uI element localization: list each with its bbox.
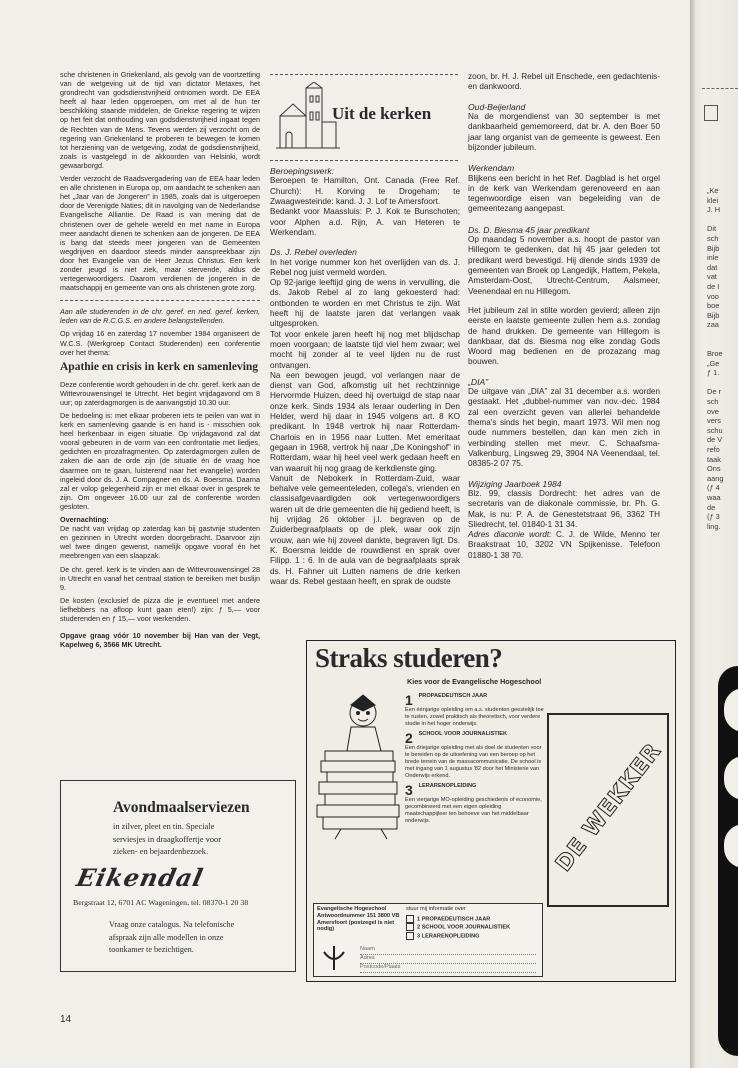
rebel-paragraph: In het vorige nummer kon het overlijden van ds. J. Rebel nog juist vermeld worden. bbox=[270, 257, 460, 277]
field-label: Adres bbox=[360, 955, 375, 961]
eea-youth-paragraph: Verder verzocht de Raadsvergadering van de EEA haar leden en alle christenen in Europa op, om aandacht te schenken aan het „Jaar van de Jongeren” in 1985, zoals dat is uitgeroepen door de Verenigde Naties; dit in navolging van de Nederlandse Evangelische Alliantie. De Raad is van mening dat de christenen over de gehele wereld en met name in Europa meer aandacht dienen te schenken aan de jongeren. De EEA is bang dat steeds meer jongeren van de Gemeenten wegdrijven en daardoor steeds minder aanspreekbaar zijn door het Evangelie van de Heer Jezus Christus. Een kerk zonder jeugd is niet ziek, maar stervende, aldus de vertegenwoordigers. Daarom verdienen de jongeren in de maatschappij en gemeente van ons als christenen grote zorg. bbox=[60, 174, 260, 293]
masthead bbox=[270, 78, 458, 160]
jaarboek-heading: Wijziging Jaarboek 1984 bbox=[468, 478, 562, 489]
eea-intro-paragraph: sche christenen in Griekenland, als gevolg van de voortzetting van de wetgeving uit de tijd van dictator Metaxes, het grondrecht van godsdienstvrijheid ontnomen wordt. De EEA heeft al haar leden opgeroepen, om met al de hun ter beschikking staande middelen, de Griekse regering te wijzen op het feit dat onthouding van godsdienstvrijheid ingaat tegen de Rechten van de Mens. Tevens werden zij verzocht om de regering van Griekenland te proberen te bewegen te komen tot herziening van de wetgeving, zodat de godsdienstvrijheid, zoals is vastgelegd in de akkoorden van Helsinki, wordt gewaarborgd. bbox=[60, 70, 260, 170]
programme-number: 2 bbox=[405, 730, 413, 747]
page-number: 14 bbox=[60, 1014, 72, 1025]
option-number: 3 bbox=[417, 933, 421, 940]
conference-heading: Apathie en crisis in kerk en samenleving bbox=[60, 360, 259, 373]
ad-line: in zilver, pleet en tin. Speciale bbox=[113, 822, 215, 831]
programme-text: Een éénjarige opleiding om a.s. studenten geestelijk toe te rusten, zowel praktisch als theoretisch, voor verdere studie in het hoger onderwijs. bbox=[405, 707, 544, 727]
programme-title: SCHOOL VOOR JOURNALISTIEK bbox=[418, 731, 508, 738]
coupon-option[interactable] bbox=[406, 915, 510, 923]
programme-item bbox=[405, 693, 545, 727]
left-column bbox=[60, 70, 260, 653]
postcode-field[interactable] bbox=[360, 964, 536, 973]
next-page-icon bbox=[704, 105, 718, 121]
biesma-heading: Ds. D. Biesma 45 jaar predikant bbox=[468, 224, 590, 235]
coupon-form-title: stuur mij informatie over bbox=[406, 906, 466, 912]
dia-heading: „DIA” bbox=[468, 376, 489, 387]
coupon-fields bbox=[360, 946, 536, 973]
church-icon bbox=[276, 82, 340, 154]
rebel-heading: Ds. J. Rebel overleden bbox=[270, 247, 357, 258]
avondmaal-ad bbox=[60, 780, 296, 972]
coupon-option[interactable] bbox=[406, 923, 510, 931]
wekker-stamp bbox=[547, 713, 669, 907]
wekker-text: DE WEKKER bbox=[551, 738, 667, 877]
programme-text: Een vierjarige MO-opleiding geschiedenis of economie, gecombineerd met een eigen opleiding maatschappijleer ten behoeve van het middelbaar onderwijs. bbox=[405, 797, 542, 824]
masthead-title: Uit de kerken bbox=[332, 104, 432, 123]
ad-address: Bergstraat 12, 6701 AC Wageningen, tel. 08370-1 20 38 bbox=[73, 898, 249, 907]
overnachting-text: De nacht van vrijdag op zaterdag kan bij gastvrije studenten en gezinnen in Utrecht worden doorgebracht. Daarvoor zijn wel twee dingen gewenst, namelijk opgave vooraf én het meebrengen van een slaapzak. bbox=[60, 524, 260, 561]
next-page-text: „Ke klei J. H Dit sch Bijb inle dat vat de I voo boe Bijb zaa Broe „Ge ƒ 1. De r sch ove vers schu de V refo taak Ons aang (ƒ 4 waa de (ƒ 3 ling. bbox=[707, 186, 724, 531]
coupon-options bbox=[406, 915, 510, 940]
biesma-text: Op maandag 5 november a.s. hoopt de pastor van Hillegom te gedenken, dat hij 45 jaar geleden tot predikant werd bevestigd. Hij diende sinds 1939 de gemeenten van Broek op Langedijk, Hattem, Pekela, Amsterdam-Oost, Utrecht-Centrum, Aalsmeer, Veenendaal en nu Hillegom. bbox=[468, 235, 660, 296]
checkbox[interactable] bbox=[406, 923, 414, 931]
rebel-paragraph: Na een bewogen jeugd, vol verlangen naar de dienst van God, afkomstig uit het rechtzinnige Hervormde Huizen, deed hij overtuigd de stap naar onze kerk. Sinds 1934 als leraar ouderling in Den Helder, werd hij daar in 1945 volgens art. 8 KO predikant. In 1948 vertrok hij naar Rotterdam-Charlois en in 1956 naar Lutten. Met emeritaat gegaan in 1968, vertrok hij naar „De Koningshof” in Rotterdam, waar hij heel veel werk gedaan heeft en van waaruit hij nog graag de kerkdienste ging. bbox=[270, 370, 460, 473]
bedankt-text: Bedankt voor Maassluis: P. J. Kok te Bunschoten; voor Alphen a.d. Rijn, A. van Heteren te Werkendam. bbox=[270, 207, 460, 237]
next-page-rule bbox=[702, 88, 738, 139]
oud-beijerland-heading: Oud-Beijerland bbox=[468, 101, 526, 112]
rebel-paragraph: Vanuit de Nebokerk in Rotterdam-Zuid, waar behalve vele gemeenteleden, collega's, vrienden en classisafgevaardigden ook vertegenwoordigers waren uit de drie gemeenten die hij gediend heeft, is hij vrijdag 26 oktober j.l. begraven op de Zuiderbegraafplaats op de plek, waar ook zijn vrouw, aan wie hij zoveel dankte, begraven ligt. Ds. K. Boersma leidde de rouwdienst en sprak over Filipp. 1 : 6. In de aula van de begraafplaats sprak ds. H. Fahner uit Lutten namens de drie kerken waar ds. Rebel gestaan heeft, en sprak de oudste bbox=[270, 473, 460, 586]
divider bbox=[60, 300, 260, 301]
oud-beijerland-text: Na de morgendienst van 30 september is met dankbaarheid gememoreerd, dat br. A. den Boer 50 jaar lang organist van de gemeente is geweest. Een bijzonder jubileum. bbox=[468, 112, 660, 152]
biesma-text: Het jubileum zal in stilte worden gevierd; alleen zijn eerste en laatste gemeente zullen hem a.s. zondag de hand drukken. De gemeente van Hillegom is dankbaar, dat ds. Biesma nog elke zondag Gods Woord mag bedienen en de prozazang mag bouwen. bbox=[468, 305, 660, 367]
eikendal-logo: Eikendal bbox=[73, 863, 207, 892]
checkbox[interactable] bbox=[406, 915, 414, 923]
student-books-illustration bbox=[311, 691, 407, 841]
masthead-rule bbox=[270, 160, 458, 161]
rebel-paragraph: Tot voor enkele jaren heeft hij nog met blijdschap moen voorgaan; de laatste tijd viel hem zwaar; wel mocht hij zonder al te veel lijden nu de rust ontvangen. bbox=[270, 329, 460, 370]
field-label: Naam bbox=[360, 946, 375, 952]
ad-footer bbox=[109, 919, 234, 957]
next-page-black-block bbox=[718, 666, 738, 1056]
hogeschool-logo-icon bbox=[320, 944, 348, 972]
coupon-option[interactable] bbox=[406, 932, 510, 940]
location-text: De chr. geref. kerk is te vinden aan de Wittevrouwensingel 28 in Utrecht en vanaf het centraal station te bereiken met buslijn 9. bbox=[60, 564, 260, 592]
ad-title: Avondmaalserviezen bbox=[113, 799, 250, 816]
ad-footer-line: afspraak zijn alle modellen in onze bbox=[109, 932, 224, 942]
signup-text: Opgave graag vóór 10 november bij Han van der Vegt, Kapelweg 6, 3566 MK Utrecht. bbox=[60, 631, 260, 650]
diaconie-label: Adres diaconie wordt: bbox=[468, 530, 552, 540]
programme-title: PROPAEDEUTISCH JAAR bbox=[418, 693, 488, 699]
option-label: SCHOOL VOOR JOURNALISTIEK bbox=[421, 924, 511, 931]
programme-text: Een driejarige opleiding met als doel de studenten voor te bereiden op de uitoefening van een beroep op het brede terrein van de massacommunicatie. De school is met ingang van 1 augustus '82 door het Ministerie van Onderwijs erkend. bbox=[405, 745, 542, 779]
rebel-continued: zoon, br. H. J. Rebel uit Enschede, een gedachtenis- en dankwoord. bbox=[468, 72, 660, 92]
programme-title: LERARENOPLEIDING bbox=[418, 783, 477, 790]
ad-subheadline: Kies voor de Evangelische Hogeschool bbox=[407, 677, 542, 686]
middle-column bbox=[270, 166, 460, 587]
name-field[interactable] bbox=[360, 946, 536, 955]
checkbox[interactable] bbox=[406, 932, 414, 940]
ad-footer-line: toonkamer te bezichtigen. bbox=[109, 945, 194, 954]
ad-footer-line: Vraag onze catalogus. Na telefonische bbox=[109, 920, 235, 929]
students-address: Aan alle studerenden in de chr. geref. en ned. geref. kerken, leden van de R.C.G.S. en andere belangstellenden. bbox=[60, 307, 260, 326]
beroeping-text: Beroepen te Hamilton, Ont. Canada (Free Ref. Church): H. Korving te Drogeham; te Zwaagwesteinde: kand. J. J. Lof te Amersfoort. bbox=[270, 176, 460, 206]
next-page-circle bbox=[724, 824, 738, 868]
overnachting-label: Overnachting: bbox=[60, 515, 109, 525]
ad-description bbox=[113, 821, 221, 859]
jaarboek-text: Blz. 99, classis Dordrecht: het adres van de secretaris van de diakonale commissie, br. Ph. G. Mak, is nu: P. A. de Genestetstraat 96, 3362 TH Sliedrecht, tel. 01840-1 31 34. bbox=[468, 488, 660, 529]
right-column bbox=[468, 72, 660, 570]
next-page-circle bbox=[724, 688, 738, 732]
programme-list bbox=[405, 693, 545, 825]
programme-number: 1 bbox=[405, 692, 413, 708]
next-page-circle bbox=[724, 756, 738, 800]
dia-text: De uitgave van „DIA” zal 31 december a.s. worden gestaakt. Het „dubbel-nummer van nov.-dec. 1984 zal een overzicht geven van allerlei behandelde thema's sinds het begin, maart 1973. Wil men nog oude nummers bestellen, dan kan men zich in verbinding stellen met mevr. C. Schaafsma-Valkenburg, Lingsweg 29, 3904 NA Veenendaal, tel. 08385-2 07 75. bbox=[468, 387, 660, 469]
hogeschool-ad bbox=[306, 640, 676, 982]
costs-text: De kosten (exclusief de pizza die je eventueel met andere liefhebbers na afloop kunt gaan eten!) zijn: ƒ 5,— voor studerenden en ƒ 15,— voor werkenden. bbox=[60, 595, 260, 623]
option-label: PROPAEDEUTISCH JAAR bbox=[421, 916, 491, 923]
ad-headline: Straks studeren? bbox=[315, 643, 503, 673]
diaconie-address: C. J. de Wilde, Menno ter Braakstraat 10, 3202 VN Spijkenisse. Telefoon 01880-1 38 70. bbox=[468, 530, 660, 560]
option-label: LERARENOPLEIDING bbox=[421, 933, 480, 940]
conference-purpose: De bedoeling is: met elkaar proberen iets te peilen van wat in kerk en samenleving gaande is en hand is - misschien ook heel herkenbaar in eigen situatie. Op vrijdagavond zal dat vooral gebeuren in de vorm van een confrontatie met liedjes, gedichten en prozafragmenten. Op zaterdagmorgen zullen de zaken die aan de orde zijn (de situatie én de vraag hoe daarmee om te gaan, luisterend naar het evangelie) worden ingeleid door ds. J. A. Compagner en ds. A. Boersma. Daarna zal er volop gelegenheid zijn er met elkaar over in gesprek te zijn. Om ongeveer 16.00 uur zal de conferentie worden gesloten. bbox=[60, 411, 260, 511]
programme-item bbox=[405, 731, 545, 779]
coupon-address: Evangelische Hogeschool Antwoordnummer 151 3800 VB Amersfoort (postzegel is niet nodig) bbox=[317, 906, 400, 933]
ad-line: zieken- en bejaardenbezoek. bbox=[113, 847, 209, 856]
field-label: Postcode/Plaats bbox=[360, 964, 401, 970]
reply-coupon bbox=[313, 903, 543, 977]
conference-announcement: Op vrijdag 16 en zaterdag 17 november 1984 organiseert de W.C.S. (Werkgroep Contact Studerenden) een conferentie over het thema: bbox=[60, 329, 260, 357]
conference-info: Deze conferentie wordt gehouden in de chr. geref. kerk aan de Wittevrouwensingel te Utrecht. Het begint vrijdagavond om 8 uur; op zaterdagmorgen is de aanvangstijd 10.30 uur. bbox=[60, 379, 260, 407]
option-number: 2 bbox=[417, 924, 421, 931]
programme-number: 3 bbox=[405, 782, 413, 799]
diaconie-text bbox=[468, 530, 660, 561]
ad-line: serviesjes in draagkoffertje voor bbox=[113, 834, 221, 844]
top-rule bbox=[270, 74, 458, 75]
option-number: 1 bbox=[417, 916, 421, 923]
werkendam-heading: Werkendam bbox=[468, 163, 515, 174]
address-field[interactable] bbox=[360, 955, 536, 964]
werkendam-text: Blijkens een bericht in het Ref. Dagblad is het orgel in de kerk van Werkendam gerenoveerd en aan tegenwoordige eisen van begeleiding van de gemeentezang aangepast. bbox=[468, 173, 660, 214]
beroeping-heading: Beroepingswerk: bbox=[270, 166, 335, 176]
rebel-paragraph: Op 92-jarige leeftijd ging de wens in vervulling, die ds. Jakob Rebel al zo lang gekoesterd had: ontbonden te worden en met Christus te zijn. Wat heeft hij de laatste jaren dat verlangen vaak uitgesproken. bbox=[270, 278, 460, 329]
programme-item bbox=[405, 783, 545, 824]
